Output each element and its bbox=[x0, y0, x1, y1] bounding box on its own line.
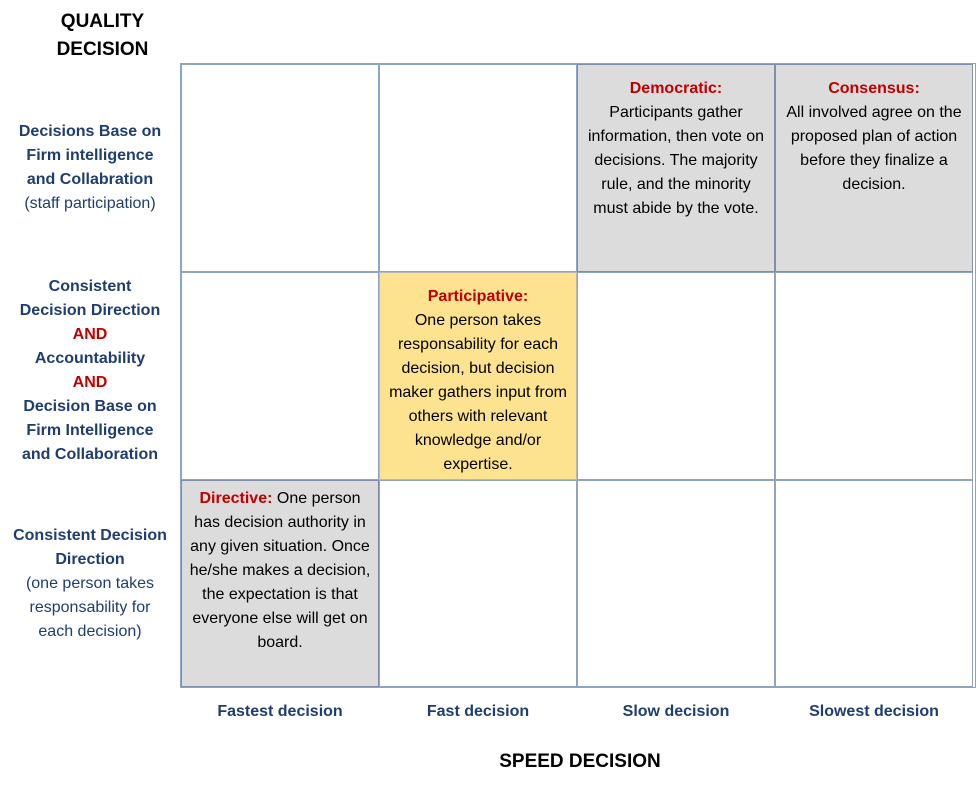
participative-title: Participative: bbox=[427, 288, 529, 305]
row3-sub2: responsability for bbox=[29, 599, 151, 616]
row1-sub: (staff participation) bbox=[24, 195, 156, 212]
y-axis-title-line2: DECISION bbox=[56, 39, 149, 60]
cell-democratic bbox=[577, 64, 775, 272]
row1-line3: and Collabration bbox=[26, 171, 154, 188]
cell-directive bbox=[181, 480, 379, 687]
col-label-fast: Fast decision bbox=[426, 703, 530, 720]
row2-line1: Consistent bbox=[48, 278, 132, 295]
row2-line2: Decision Direction bbox=[19, 302, 161, 319]
col-label-slowest: Slowest decision bbox=[809, 703, 939, 720]
row2-line5: Firm Intelligence bbox=[26, 422, 154, 439]
cell-r3-c4 bbox=[775, 480, 973, 687]
cell-r1-c1 bbox=[181, 64, 379, 272]
consensus-text: All involved agree on the proposed plan of action before they finalize a decision. bbox=[786, 104, 962, 193]
row-label-collaboration bbox=[6, 120, 174, 216]
col-label-fastest: Fastest decision bbox=[217, 703, 343, 720]
row3-sub1: (one person takes bbox=[25, 575, 155, 592]
col-label-slow: Slow decision bbox=[622, 703, 730, 720]
x-axis-title: SPEED DECISION bbox=[499, 751, 661, 772]
cell-r2-c4 bbox=[775, 272, 973, 480]
directive-text: One person has decision authority in any given situation. Once he/she makes a decision, the expectation is that everyone else will get on board. bbox=[189, 490, 371, 651]
y-axis-title-line1: QUALITY bbox=[60, 11, 145, 32]
row2-and1: AND bbox=[72, 326, 108, 343]
y-axis-title bbox=[40, 8, 165, 64]
cell-r3-c3 bbox=[577, 480, 775, 687]
cell-consensus bbox=[775, 64, 973, 272]
directive-title: Directive: bbox=[199, 490, 273, 507]
row2-line6: and Collaboration bbox=[22, 446, 158, 463]
row2-line4: Decision Base on bbox=[23, 398, 157, 415]
row1-line2: Firm intelligence bbox=[26, 147, 154, 164]
democratic-text: Participants gather information, then vote on decisions. The majority rule, and the minority must abide by the vote. bbox=[587, 104, 765, 217]
cell-r1-c2 bbox=[379, 64, 577, 272]
row3-line1: Consistent Decision bbox=[13, 527, 167, 544]
row2-line3: Accountability bbox=[34, 350, 146, 367]
democratic-title: Democratic: bbox=[629, 80, 723, 97]
participative-text: One person takes responsability for each decision, but decision maker gathers input from others with relevant knowledge and/or expertise. bbox=[389, 312, 567, 473]
cell-participative bbox=[379, 272, 577, 480]
row3-sub3: each decision) bbox=[38, 623, 142, 640]
row1-line1: Decisions Base on bbox=[18, 123, 162, 140]
cell-r3-c2 bbox=[379, 480, 577, 687]
row-label-consistent-accountability bbox=[6, 275, 174, 467]
row3-line2: Direction bbox=[55, 551, 125, 568]
cell-r2-c3 bbox=[577, 272, 775, 480]
cell-r2-c1 bbox=[181, 272, 379, 480]
decision-matrix-grid bbox=[180, 63, 976, 688]
consensus-title: Consensus: bbox=[828, 80, 920, 97]
row2-and2: AND bbox=[72, 374, 108, 391]
row-label-consistent-direction bbox=[6, 524, 174, 644]
